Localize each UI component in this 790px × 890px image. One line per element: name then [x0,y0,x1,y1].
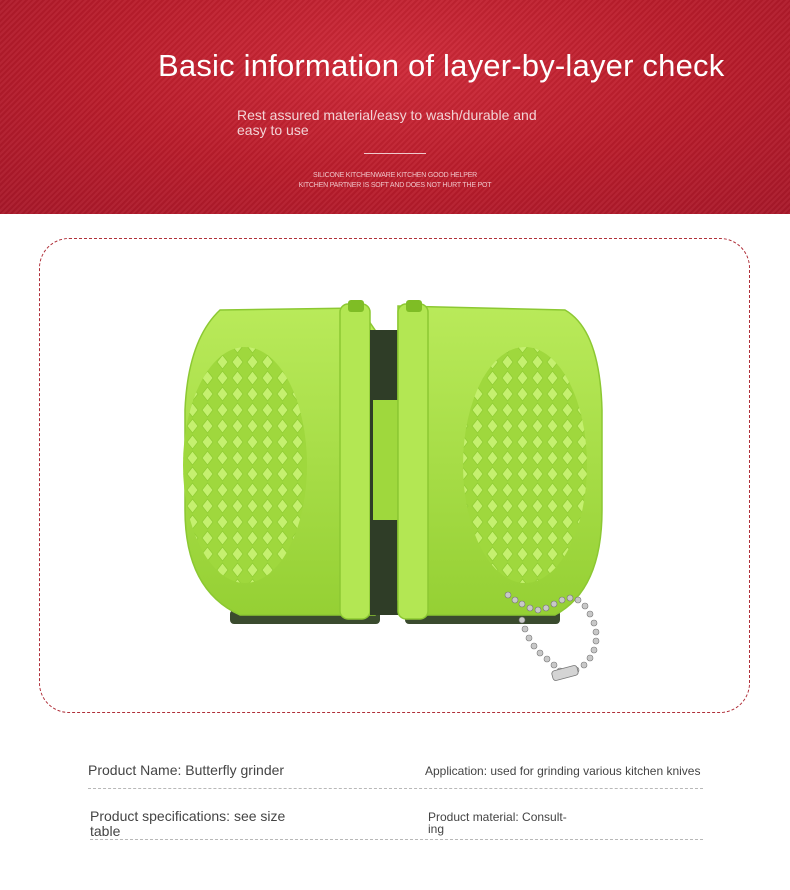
product-name: Product Name: Butterfly grinder [88,762,285,778]
spec-divider-1 [88,788,703,789]
tagline-line-2: KITCHEN PARTNER IS SOFT AND DOES NOT HURT THE POT [298,182,492,189]
product-specifications: Product specifications: see size table [90,808,286,839]
product-material: Product material: Consult-ing [428,810,567,836]
page-subtitle: Rest assured material/easy to wash/durable and easy to use [237,107,537,138]
product-application: Application: used for grinding various kitchen knives [425,764,701,778]
page-title: Basic information of layer-by-layer check [158,48,725,83]
spec-divider-2 [90,839,703,840]
knife-sharpener-product-photo [170,290,670,710]
header-banner [0,0,790,214]
bead-chain [505,592,599,677]
tagline-line-1: SILICONE KITCHENWARE KITCHEN GOOD HELPER [312,172,478,179]
title-divider [364,153,426,154]
